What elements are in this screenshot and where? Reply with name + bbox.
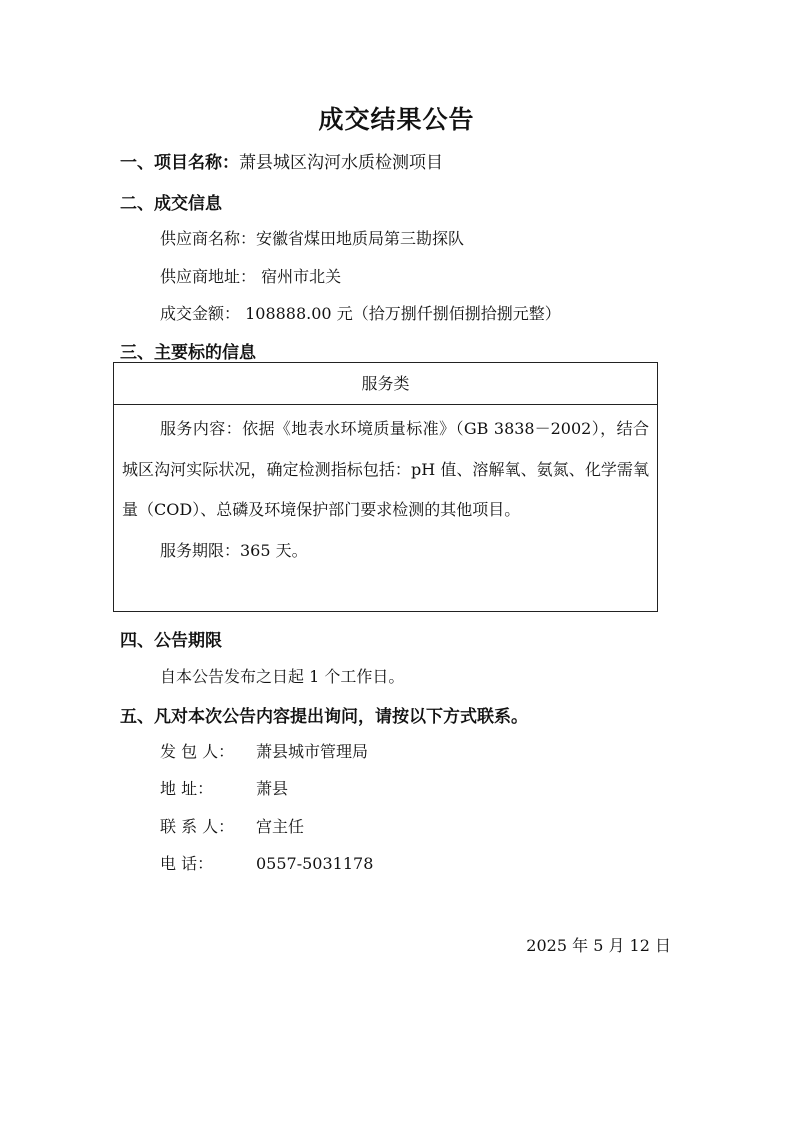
section-4-label: 四、公告期限 [120,631,222,651]
subject-info-table [113,362,658,612]
project-name-value: 萧县城区沟河水质检测项目 [239,153,443,173]
contact-row-address [160,776,288,799]
section-contact [120,702,528,727]
page-title: 成交结果公告 [318,105,475,134]
table-body-cell [122,409,649,571]
contact-row-person [160,814,304,837]
section-project-name [120,148,443,173]
section-deal-info [120,189,222,214]
contact-value: 0557-5031178 [256,854,374,873]
supplier-address-line: 供应商地址： 宿州市北关 [160,267,342,286]
contact-row-phone [160,851,373,874]
contact-label: 地 址： [160,779,214,798]
service-content-text: 服务内容：依据《地表水环境质量标准》（GB 3838－2002），结合城区沟河实际状况，确定检测指标包括：pH 值、溶解氧、氨氮、化学需氧量（COD）、总磷及环境保护部门要求检测的其他项目。 [122,419,649,519]
deal-amount-line: 成交金额： 108888.00 元（拾万捌仟捌佰捌拾捌元整） [160,304,561,323]
section-1-label: 一、项目名称： [120,153,239,173]
table-header-cell: 服务类 [114,363,657,405]
contact-value: 宫主任 [256,817,305,836]
contact-row-issuer [160,739,368,762]
contact-label: 联 系 人： [160,817,235,836]
announcement-period-text: 自本公告发布之日起 1 个工作日。 [160,667,405,686]
supplier-name-line: 供应商名称：安徽省煤田地质局第三勘探队 [160,229,465,248]
section-announcement-period [120,626,222,651]
section-2-label: 二、成交信息 [120,194,222,214]
contact-value: 萧县 [256,779,289,798]
contact-value: 萧县城市管理局 [256,742,369,761]
contact-label: 电 话： [160,854,214,873]
announcement-date: 2025 年 5 月 12 日 [526,936,671,955]
section-3-label: 三、主要标的信息 [120,343,256,363]
service-period-text: 服务期限：365 天。 [160,540,308,560]
section-5-label: 五、凡对本次公告内容提出询问，请按以下方式联系。 [120,707,528,727]
section-main-subject [120,338,256,363]
contact-label: 发 包 人： [160,742,235,761]
